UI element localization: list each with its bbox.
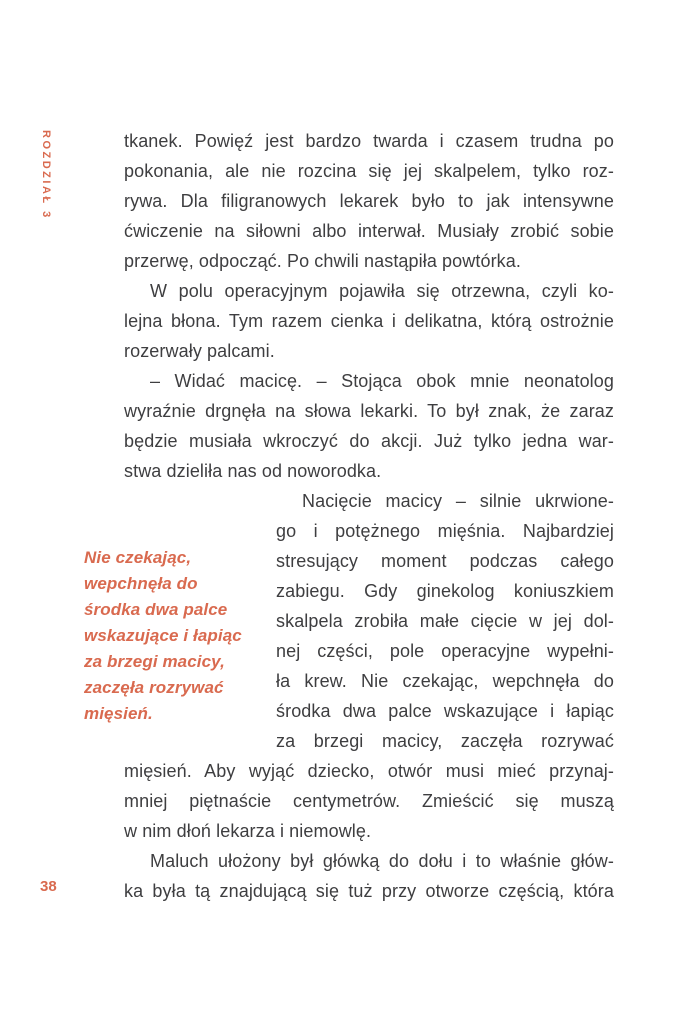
text-line: przerwę, odpocząć. Po chwili nastąpiła powtórka. — [124, 251, 521, 271]
text-line: środka dwa palce wskazujące i łapiąc — [276, 701, 614, 721]
text-line: ćwiczenie na siłowni albo interwał. Musiały zrobić sobie — [124, 221, 614, 241]
pull-quote-line: Nie czekając, — [84, 548, 192, 567]
page-number: 38 — [40, 878, 57, 895]
pull-quote-line: zaczęła rozrywać — [84, 678, 224, 697]
text-line: za brzegi macicy, zaczęła rozrywać — [276, 731, 614, 751]
text-line: ła krew. Nie czekając, wepchnęła do — [276, 671, 614, 691]
text-line: ka była tą znajdującą się tuż przy otworze częścią, która — [124, 881, 614, 901]
text-line: zabiegu. Gdy ginekolog koniuszkiem — [276, 581, 614, 601]
pull-quote-line: za brzegi macicy, — [84, 652, 225, 671]
text-line: wyraźnie drgnęła na słowa lekarki. To był znak, że zaraz — [124, 401, 614, 421]
text-line: stresujący moment podczas całego — [276, 551, 614, 571]
text-line: w nim dłoń lekarza i niemowlę. — [124, 821, 372, 841]
text-line: tkanek. Powięź jest bardzo twarda i czasem trudna po — [124, 131, 614, 151]
text-line: Nacięcie macicy – silnie ukrwione- — [302, 491, 614, 511]
text-line: mięsień. Aby wyjąć dziecko, otwór musi mieć przynaj- — [124, 761, 614, 781]
text-line: stwa dzieliła nas od noworodka. — [124, 461, 382, 481]
chapter-label: ROZDZIAŁ 3 — [40, 130, 52, 220]
text-line: lejna błona. Tym razem cienka i delikatna, którą ostrożnie — [124, 311, 614, 331]
text-line: Maluch ułożony był główką do dołu i to właśnie głów- — [150, 851, 614, 871]
pull-quote-line: wepchnęła do — [84, 574, 198, 593]
text-line: go i potężnego mięśnia. Najbardziej — [276, 521, 614, 541]
pull-quote-line: środka dwa palce — [84, 600, 228, 619]
text-line: skalpela zrobiła małe cięcie w jej dol- — [276, 611, 614, 631]
text-line: rywa. Dla filigranowych lekarek było to jak intensywne — [124, 191, 614, 211]
text-flow — [84, 126, 614, 906]
text-line: rozerwały palcami. — [124, 341, 275, 361]
pull-quote-line: wskazujące i łapiąc — [84, 626, 242, 645]
text-line: będzie musiała wkroczyć do akcji. Już tylko jedna war- — [124, 431, 614, 451]
text-line: nej części, pole operacyjne wypełni- — [276, 641, 614, 661]
text-line: pokonania, ale nie rozcina się jej skalpelem, tylko roz- — [124, 161, 614, 181]
pull-quote — [84, 545, 262, 727]
text-line: mniej piętnaście centymetrów. Zmieścić się muszą — [124, 791, 614, 811]
text-line: W polu operacyjnym pojawiła się otrzewna, czyli ko- — [150, 281, 614, 301]
text-line: – Widać macicę. – Stojąca obok mnie neonatolog — [150, 371, 614, 391]
pull-quote-line: mięsień. — [84, 704, 153, 723]
